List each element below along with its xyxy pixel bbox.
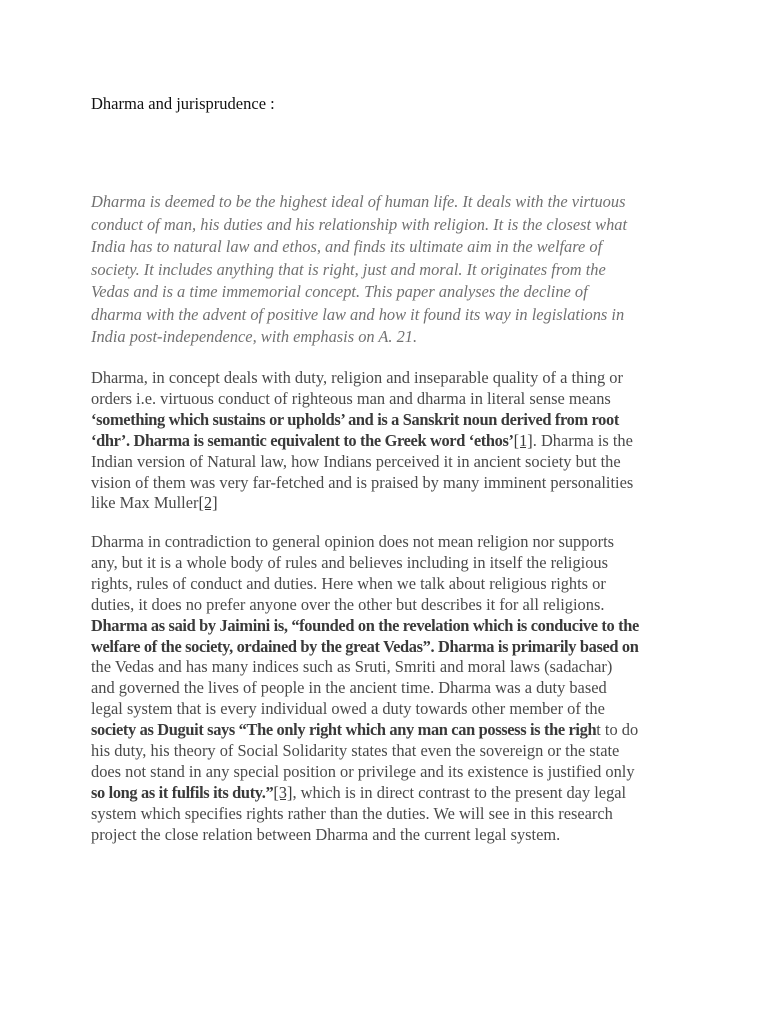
abstract-line: India has to natural law and ethos, and finds its ultimate aim in the welfare of (91, 237, 603, 256)
paragraph-line: vision of them was very far-fetched and is praised by many imminent personalities (91, 472, 634, 492)
text-run: like Max Muller (91, 493, 199, 513)
body-paragraph-2 (91, 532, 691, 846)
paragraph-line: duties, it does no prefer anyone over the other but describes it for all religions. (91, 594, 605, 614)
paragraph-line: the Vedas and has many indices such as Sruti, Smriti and moral laws (sadachar) (91, 657, 613, 677)
document-heading: Dharma and jurisprudence : (91, 94, 275, 113)
paragraph-line: his duty, his theory of Social Solidarity states that even the sovereign or the state (91, 741, 620, 761)
bold-text: so long as it fulfils its duty.” (91, 782, 274, 802)
footnote-link-1[interactable]: [1] (513, 430, 533, 450)
paragraph-line: system which specifies rights rather than the duties. We will see in this research (91, 803, 613, 823)
bold-text: society as Duguit says “The only right which any man can possess is the righ (91, 720, 597, 740)
paragraph-line (91, 783, 691, 804)
abstract-line: Vedas and is a time immemorial concept. This paper analyses the decline of (91, 282, 588, 301)
text-run: . Dharma is the (532, 430, 633, 450)
text-run: , which is in direct contrast to the present day legal (292, 782, 627, 802)
paragraph-line: any, but it is a whole body of rules and believes including in itself the religious (91, 552, 608, 572)
abstract-line: dharma with the advent of positive law and how it found its way in legislations in (91, 304, 625, 324)
paragraph-line: does not stand in any special position or privilege and its existence is justified only (91, 761, 635, 781)
footnote-link-2[interactable]: [2] (198, 493, 218, 513)
paragraph-line: Dharma in contradiction to general opinion does not mean religion nor supports (91, 532, 615, 551)
abstract-line: Dharma is deemed to be the highest ideal of human life. It deals with the virtuous (91, 192, 626, 211)
footnote-link-3[interactable]: [3] (273, 782, 293, 802)
paragraph-line (91, 720, 691, 741)
abstract-paragraph (91, 191, 691, 349)
abstract-line: society. It includes anything that is right, just and moral. It originates from the (91, 259, 606, 279)
paragraph-line: orders i.e. virtuous conduct of righteous man and dharma in literal sense means (91, 388, 611, 408)
abstract-line: India post-independence, with emphasis on A. 21. (91, 327, 418, 346)
paragraph-line-bold: Dharma as said by Jaimini is, “founded on the revelation which is conducive to the (91, 615, 639, 635)
paragraph-line: legal system that is every individual owed a duty towards other member of the (91, 699, 605, 719)
body-paragraph-1 (91, 368, 691, 514)
paragraph-line (91, 431, 691, 452)
paragraph-line-bold: ‘something which sustains or upholds’ and is a Sanskrit noun derived from root (91, 409, 619, 429)
paragraph-line: rights, rules of conduct and duties. Here when we talk about religious rights or (91, 573, 606, 593)
paragraph-line-bold: welfare of the society, ordained by the great Vedas”. Dharma is primarily based on (91, 636, 639, 656)
paragraph-line: project the close relation between Dharma and the current legal system. (91, 824, 561, 844)
paragraph-line: and governed the lives of people in the ancient time. Dharma was a duty based (91, 678, 607, 698)
abstract-line: conduct of man, his duties and his relationship with religion. It is the closest what (91, 214, 628, 234)
text-run: t to do (596, 720, 639, 740)
paragraph-line (91, 493, 691, 514)
bold-text: ‘dhr’. Dharma is semantic equivalent to the Greek word ‘ethos’ (91, 430, 514, 450)
paragraph-line: Dharma, in concept deals with duty, religion and inseparable quality of a thing or (91, 368, 623, 387)
paragraph-line: Indian version of Natural law, how Indians perceived it in ancient society but the (91, 451, 621, 471)
